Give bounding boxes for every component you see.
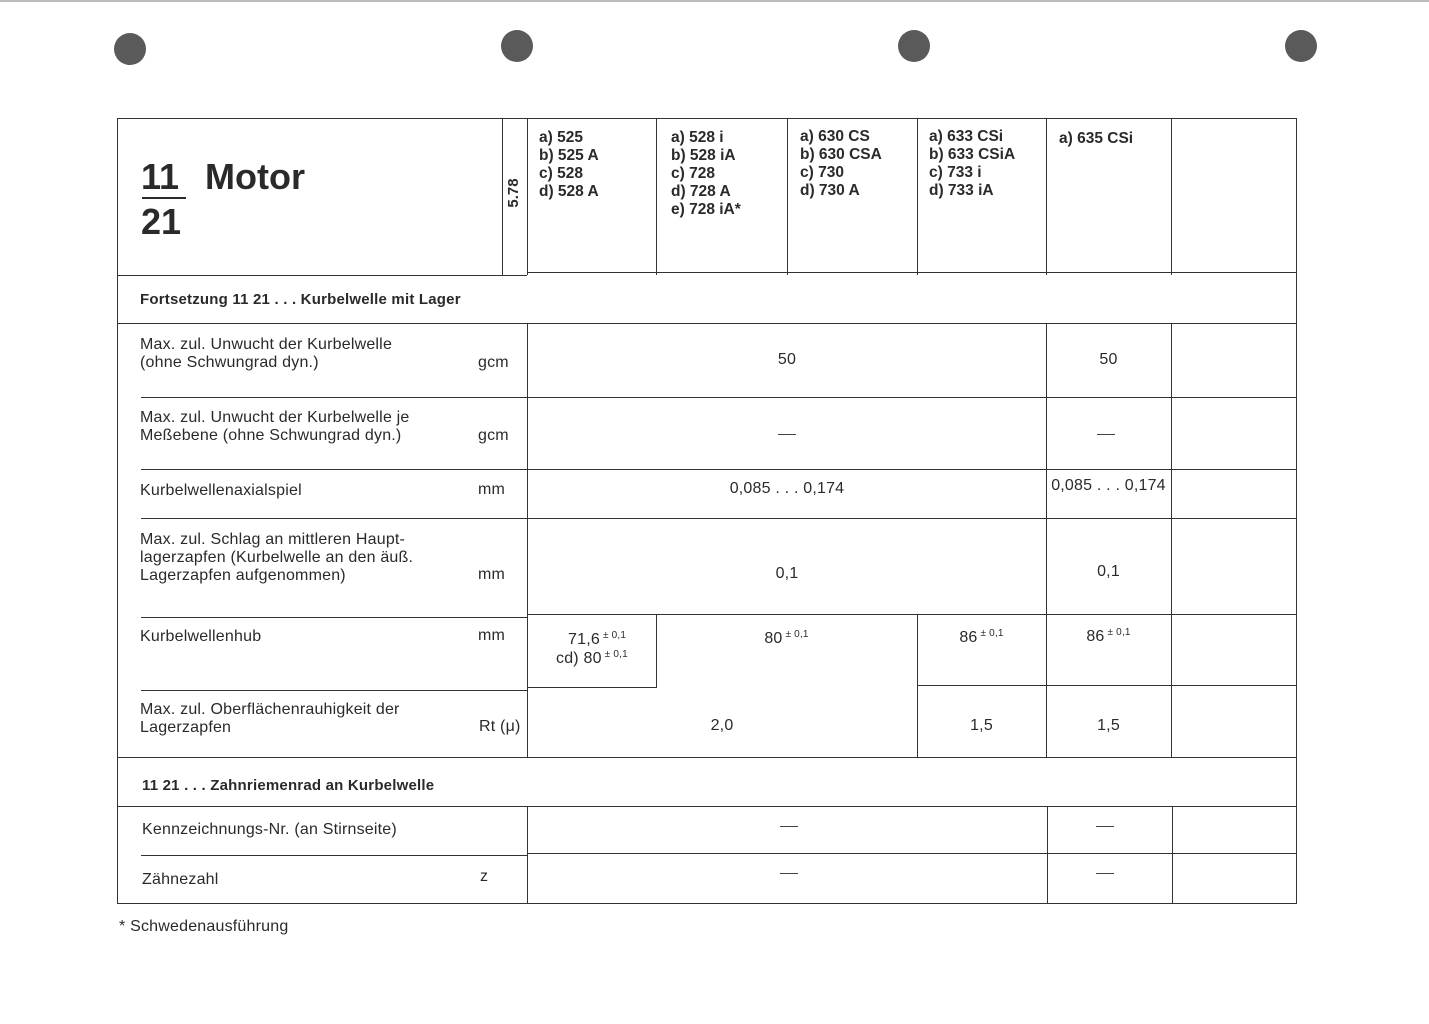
group-number-top: 11: [141, 156, 180, 197]
row-unit-roughness: Rt (μ): [479, 718, 521, 735]
value-identification-no-main: [780, 826, 798, 827]
row-unit-stroke: mm: [478, 627, 506, 644]
punch-hole: [114, 33, 146, 65]
value-roughness-635: 1,5: [1097, 717, 1120, 734]
model-column-528i: a) 528 i b) 528 iA c) 728 d) 728 A e) 728 iA*: [671, 129, 741, 218]
punch-hole: [1285, 30, 1317, 62]
value-unbalance-plane-635: [1097, 434, 1115, 435]
model-column-635csi: a) 635 CSi: [1059, 130, 1134, 147]
value-teeth-count-main: [780, 873, 798, 874]
row-label-axial-play: Kurbelwellenaxialspiel: [140, 482, 302, 499]
value-stroke-635: 86 $^{\pm 0,1}$: [1086, 627, 1131, 645]
model-column-633csi: a) 633 CSi b) 633 CSiA c) 733 i d) 733 iA: [929, 128, 1016, 199]
group-number-bottom: 21: [141, 201, 182, 242]
value-stroke-528i-630: 80 $^{\pm 0,1}$: [764, 629, 809, 647]
value-runout-main: 0,1: [775, 565, 799, 582]
value-unbalance-plane-main: [778, 434, 796, 435]
row-unit-teeth-count: z: [480, 868, 489, 885]
value-axial-play-635: 0,085 . . . 0,174: [1051, 477, 1166, 494]
issue-date: 5.78: [505, 178, 522, 208]
row-unit-unbalance-plane: gcm: [478, 427, 509, 444]
value-runout-635: 0,1: [1097, 563, 1120, 580]
page-top-edge: [0, 0, 1429, 2]
row-label-teeth-count: Zähnezahl: [142, 871, 219, 888]
row-unit-runout: mm: [478, 566, 506, 583]
value-axial-play-main: 0,085 . . . 0,174: [729, 480, 845, 497]
value-stroke-528-cd: cd) 80 $^{\pm 0,1}$: [556, 649, 628, 667]
value-stroke-633: 86 $^{\pm 0,1}$: [959, 628, 1004, 646]
punch-hole: [501, 30, 533, 62]
section-heading-crankshaft: Fortsetzung 11 21 . . . Kurbelwelle mit Lager: [140, 291, 461, 308]
value-unbalance-main: 50: [777, 351, 797, 368]
model-column-525: a) 525 b) 525 A c) 528 d) 528 A: [539, 129, 599, 200]
value-teeth-count-635: [1096, 873, 1114, 874]
row-unit-axial-play: mm: [478, 481, 506, 498]
row-label-roughness: Max. zul. Oberflächenrauhigkeit der Lagerzapfen: [140, 701, 400, 736]
row-label-unbalance-plane: Max. zul. Unwucht der Kurbelwelle je Meßebene (ohne Schwungrad dyn.): [140, 409, 410, 444]
row-label-unbalance: Max. zul. Unwucht der Kurbelwelle (ohne Schwungrad dyn.): [140, 336, 393, 371]
value-stroke-525: 71,6 $^{\pm 0,1}$: [568, 630, 627, 648]
model-column-630cs: a) 630 CS b) 630 CSA c) 730 d) 730 A: [800, 128, 882, 199]
row-label-runout: Max. zul. Schlag an mittleren Haupt- lagerzapfen (Kurbelwelle an den äuß. Lagerzapfen aufgenommen): [140, 531, 414, 584]
value-unbalance-635: 50: [1099, 351, 1118, 368]
section-title: Motor: [205, 156, 305, 197]
row-unit-unbalance: gcm: [478, 354, 509, 371]
group-number-divider: [142, 197, 186, 199]
row-label-stroke: Kurbelwellenhub: [140, 628, 262, 645]
value-roughness-main: 2,0: [710, 717, 734, 734]
value-roughness-633: 1,5: [970, 717, 993, 734]
value-identification-no-635: [1096, 826, 1114, 827]
section-heading-timing-sprocket: 11 21 . . . Zahnriemenrad an Kurbelwelle: [142, 777, 435, 794]
footnote: * Schwedenausführung: [119, 918, 289, 935]
row-label-identification-no: Kennzeichnungs-Nr. (an Stirnseite): [142, 821, 397, 838]
punch-hole: [898, 30, 930, 62]
